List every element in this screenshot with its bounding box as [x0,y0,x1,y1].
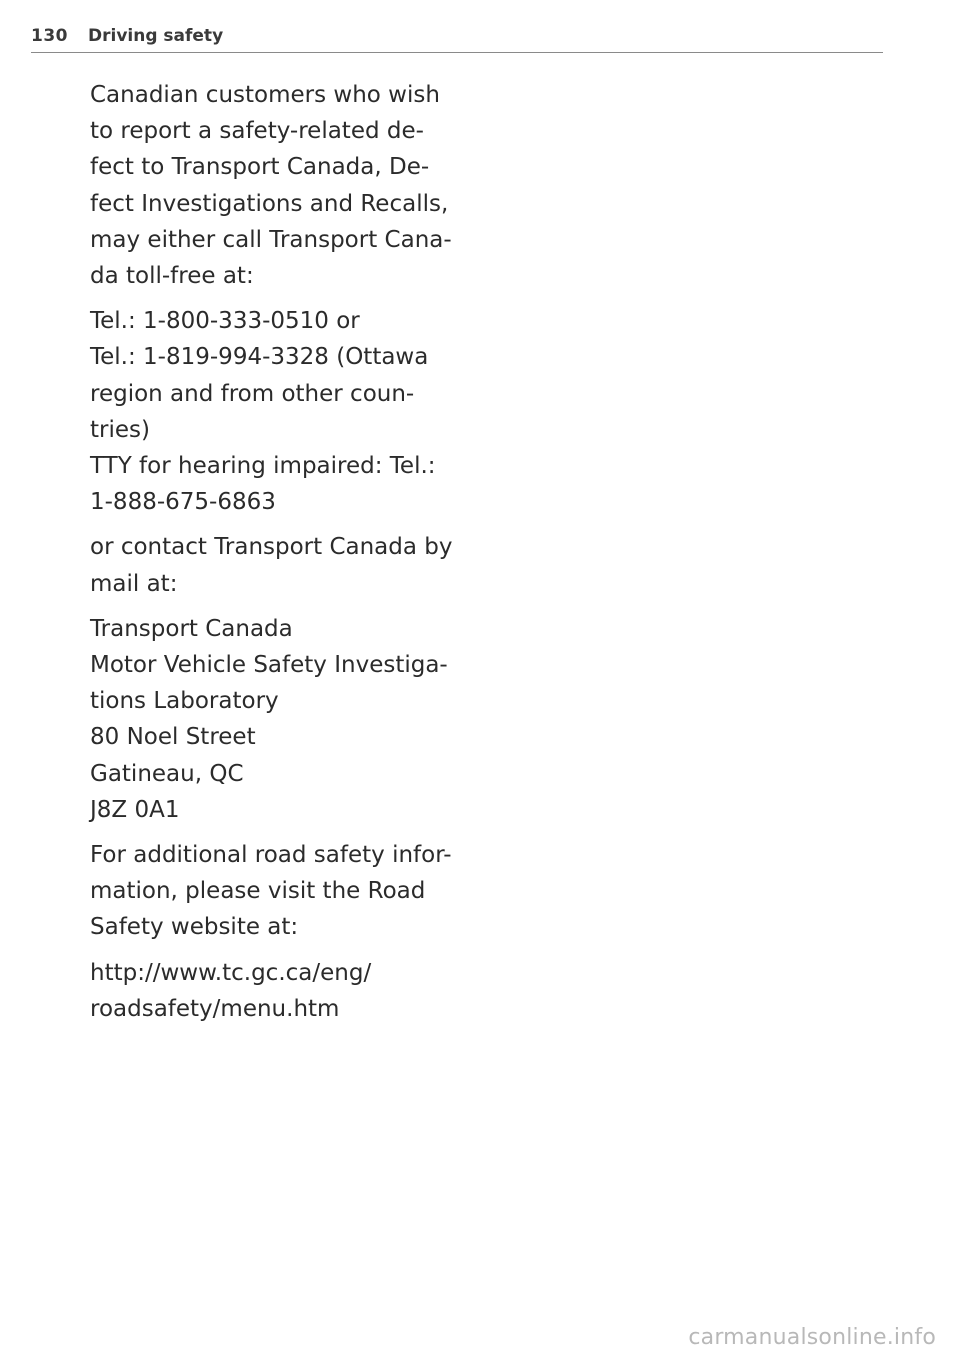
text-line: Gatineau, QC [90,760,244,787]
paragraph-mailing-address [90,611,470,828]
text-line: Transport Canada [90,615,293,642]
paragraph-intro [90,77,470,294]
text-line: fect to Transport Canada, De- [90,154,430,181]
text-line: da toll-free at: [90,263,254,290]
text-line: may either call Transport Cana- [90,226,452,253]
paragraph-road-safety [90,837,470,946]
text-line: tions Laboratory [90,688,279,715]
page-number: 130 [31,26,68,46]
text-line: Tel.: 1-819-994-3328 (Ottawa [90,344,429,371]
page-header [31,24,883,53]
paragraph-phone-numbers [90,303,470,520]
text-line: 80 Noel Street [90,724,256,751]
text-line: Tel.: 1-800-333-0510 or [90,308,360,335]
section-title: Driving safety [88,26,224,46]
text-line: TTY for hearing impaired: Tel.: [90,453,436,480]
url-line: roadsafety/menu.htm [90,995,340,1022]
text-line: Canadian customers who wish [90,82,440,108]
text-line: 1-888-675-6863 [90,489,276,516]
text-line: or contact Transport Canada by [90,534,453,561]
text-line: mail at: [90,570,178,597]
text-line: Safety website at: [90,914,299,941]
text-line: For additional road safety infor- [90,842,452,869]
paragraph-mail-intro [90,529,470,601]
body-text [90,77,470,1036]
text-line: Motor Vehicle Safety Investiga- [90,652,448,679]
text-line: to report a safety-related de- [90,118,424,145]
watermark-text: carmanualsonline.info [688,1325,936,1350]
text-line: mation, please visit the Road [90,878,426,905]
text-line: region and from other coun- [90,380,415,407]
text-line: tries) [90,416,150,443]
text-line: J8Z 0A1 [90,796,180,823]
url-line: http://www.tc.gc.ca/eng/ [90,959,372,986]
text-line: fect Investigations and Recalls, [90,190,449,217]
paragraph-website-url [90,955,470,1027]
